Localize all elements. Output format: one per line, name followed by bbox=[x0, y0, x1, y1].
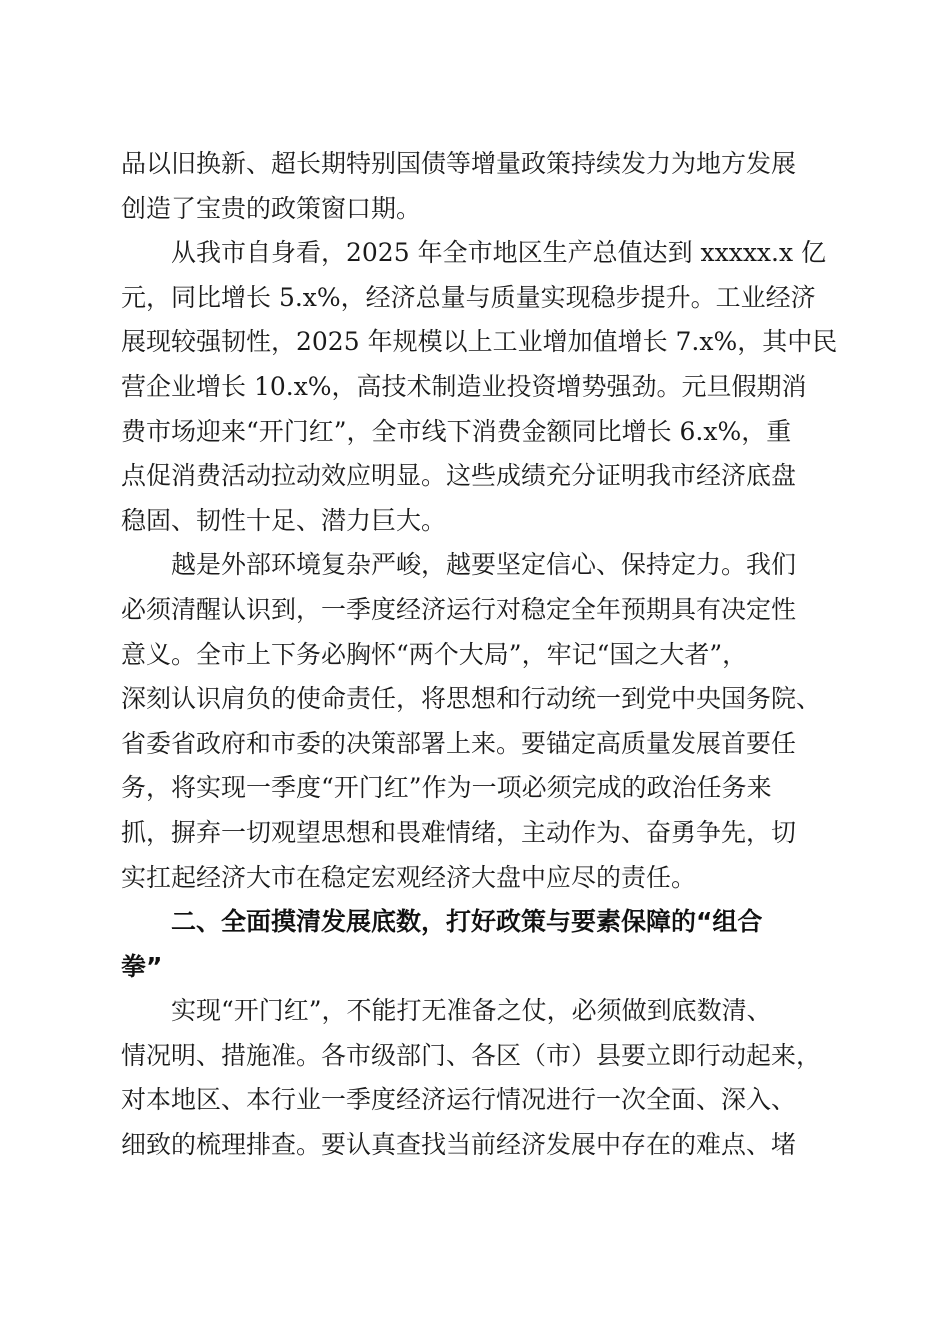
text-line: 抓，摒弃一切观望思想和畏难情绪，主动作为、奋勇争先，切 bbox=[121, 817, 797, 847]
text-line: 点促消费活动拉动效应明显。这些成绩充分证明我市经济底盘 bbox=[121, 461, 797, 491]
text-line: 创造了宝贵的政策窗口期。 bbox=[121, 193, 422, 223]
heading-line: 拳” bbox=[121, 951, 163, 981]
text-line: 稳固、韧性十足、潜力巨大。 bbox=[121, 505, 447, 535]
text-line: 元，同比增长 5.x%，经济总量与质量实现稳步提升。工业经济 bbox=[121, 282, 816, 312]
text-line: 细致的梳理排查。要认真查找当前经济发展中存在的难点、堵 bbox=[121, 1130, 797, 1160]
document-body bbox=[121, 142, 851, 1168]
text-line: 意义。全市上下务必胸怀“两个大局”，牢记“国之大者”， bbox=[121, 639, 748, 669]
text-line: 必须清醒认识到，一季度经济运行对稳定全年预期具有决定性 bbox=[121, 594, 797, 624]
text-line: 营企业增长 10.x%，高技术制造业投资增势强劲。元旦假期消 bbox=[121, 371, 807, 401]
text-line: 务，将实现一季度“开门红”作为一项必须完成的政治任务来 bbox=[121, 773, 772, 803]
text-line: 对本地区、本行业一季度经济运行情况进行一次全面、深入、 bbox=[121, 1085, 797, 1115]
text-line: 品以旧换新、超长期特别国债等增量政策持续发力为地方发展 bbox=[121, 149, 797, 178]
text-line: 越是外部环境复杂严峻，越要坚定信心、保持定力。我们 bbox=[171, 550, 797, 580]
paragraph bbox=[121, 989, 851, 1167]
text-line: 省委省政府和市委的决策部署上来。要锚定高质量发展首要任 bbox=[121, 728, 797, 758]
text-line: 实扛起经济大市在稳定宏观经济大盘中应尽的责任。 bbox=[121, 862, 697, 892]
paragraph bbox=[121, 231, 851, 543]
text-line: 费市场迎来“开门红”，全市线下消费金额同比增长 6.x%，重 bbox=[121, 416, 792, 446]
text-line: 情况明、措施准。各市级部门、各区（市）县要立即行动起来， bbox=[121, 1040, 822, 1070]
heading-line: 二、全面摸清发展底数，打好政策与要素保障的“组合 bbox=[171, 907, 763, 937]
paragraph bbox=[121, 142, 851, 231]
text-line: 展现较强韧性，2025 年规模以上工业增加值增长 7.x%，其中民 bbox=[121, 327, 838, 357]
text-line: 从我市自身看，2025 年全市地区生产总值达到 xxxxx.x 亿 bbox=[171, 238, 827, 268]
text-line: 深刻认识肩负的使命责任，将思想和行动统一到党中央国务院、 bbox=[121, 684, 822, 714]
text-line: 实现“开门红”，不能打无准备之仗，必须做到底数清、 bbox=[171, 996, 772, 1026]
section-heading bbox=[121, 900, 851, 989]
paragraph bbox=[121, 543, 851, 900]
